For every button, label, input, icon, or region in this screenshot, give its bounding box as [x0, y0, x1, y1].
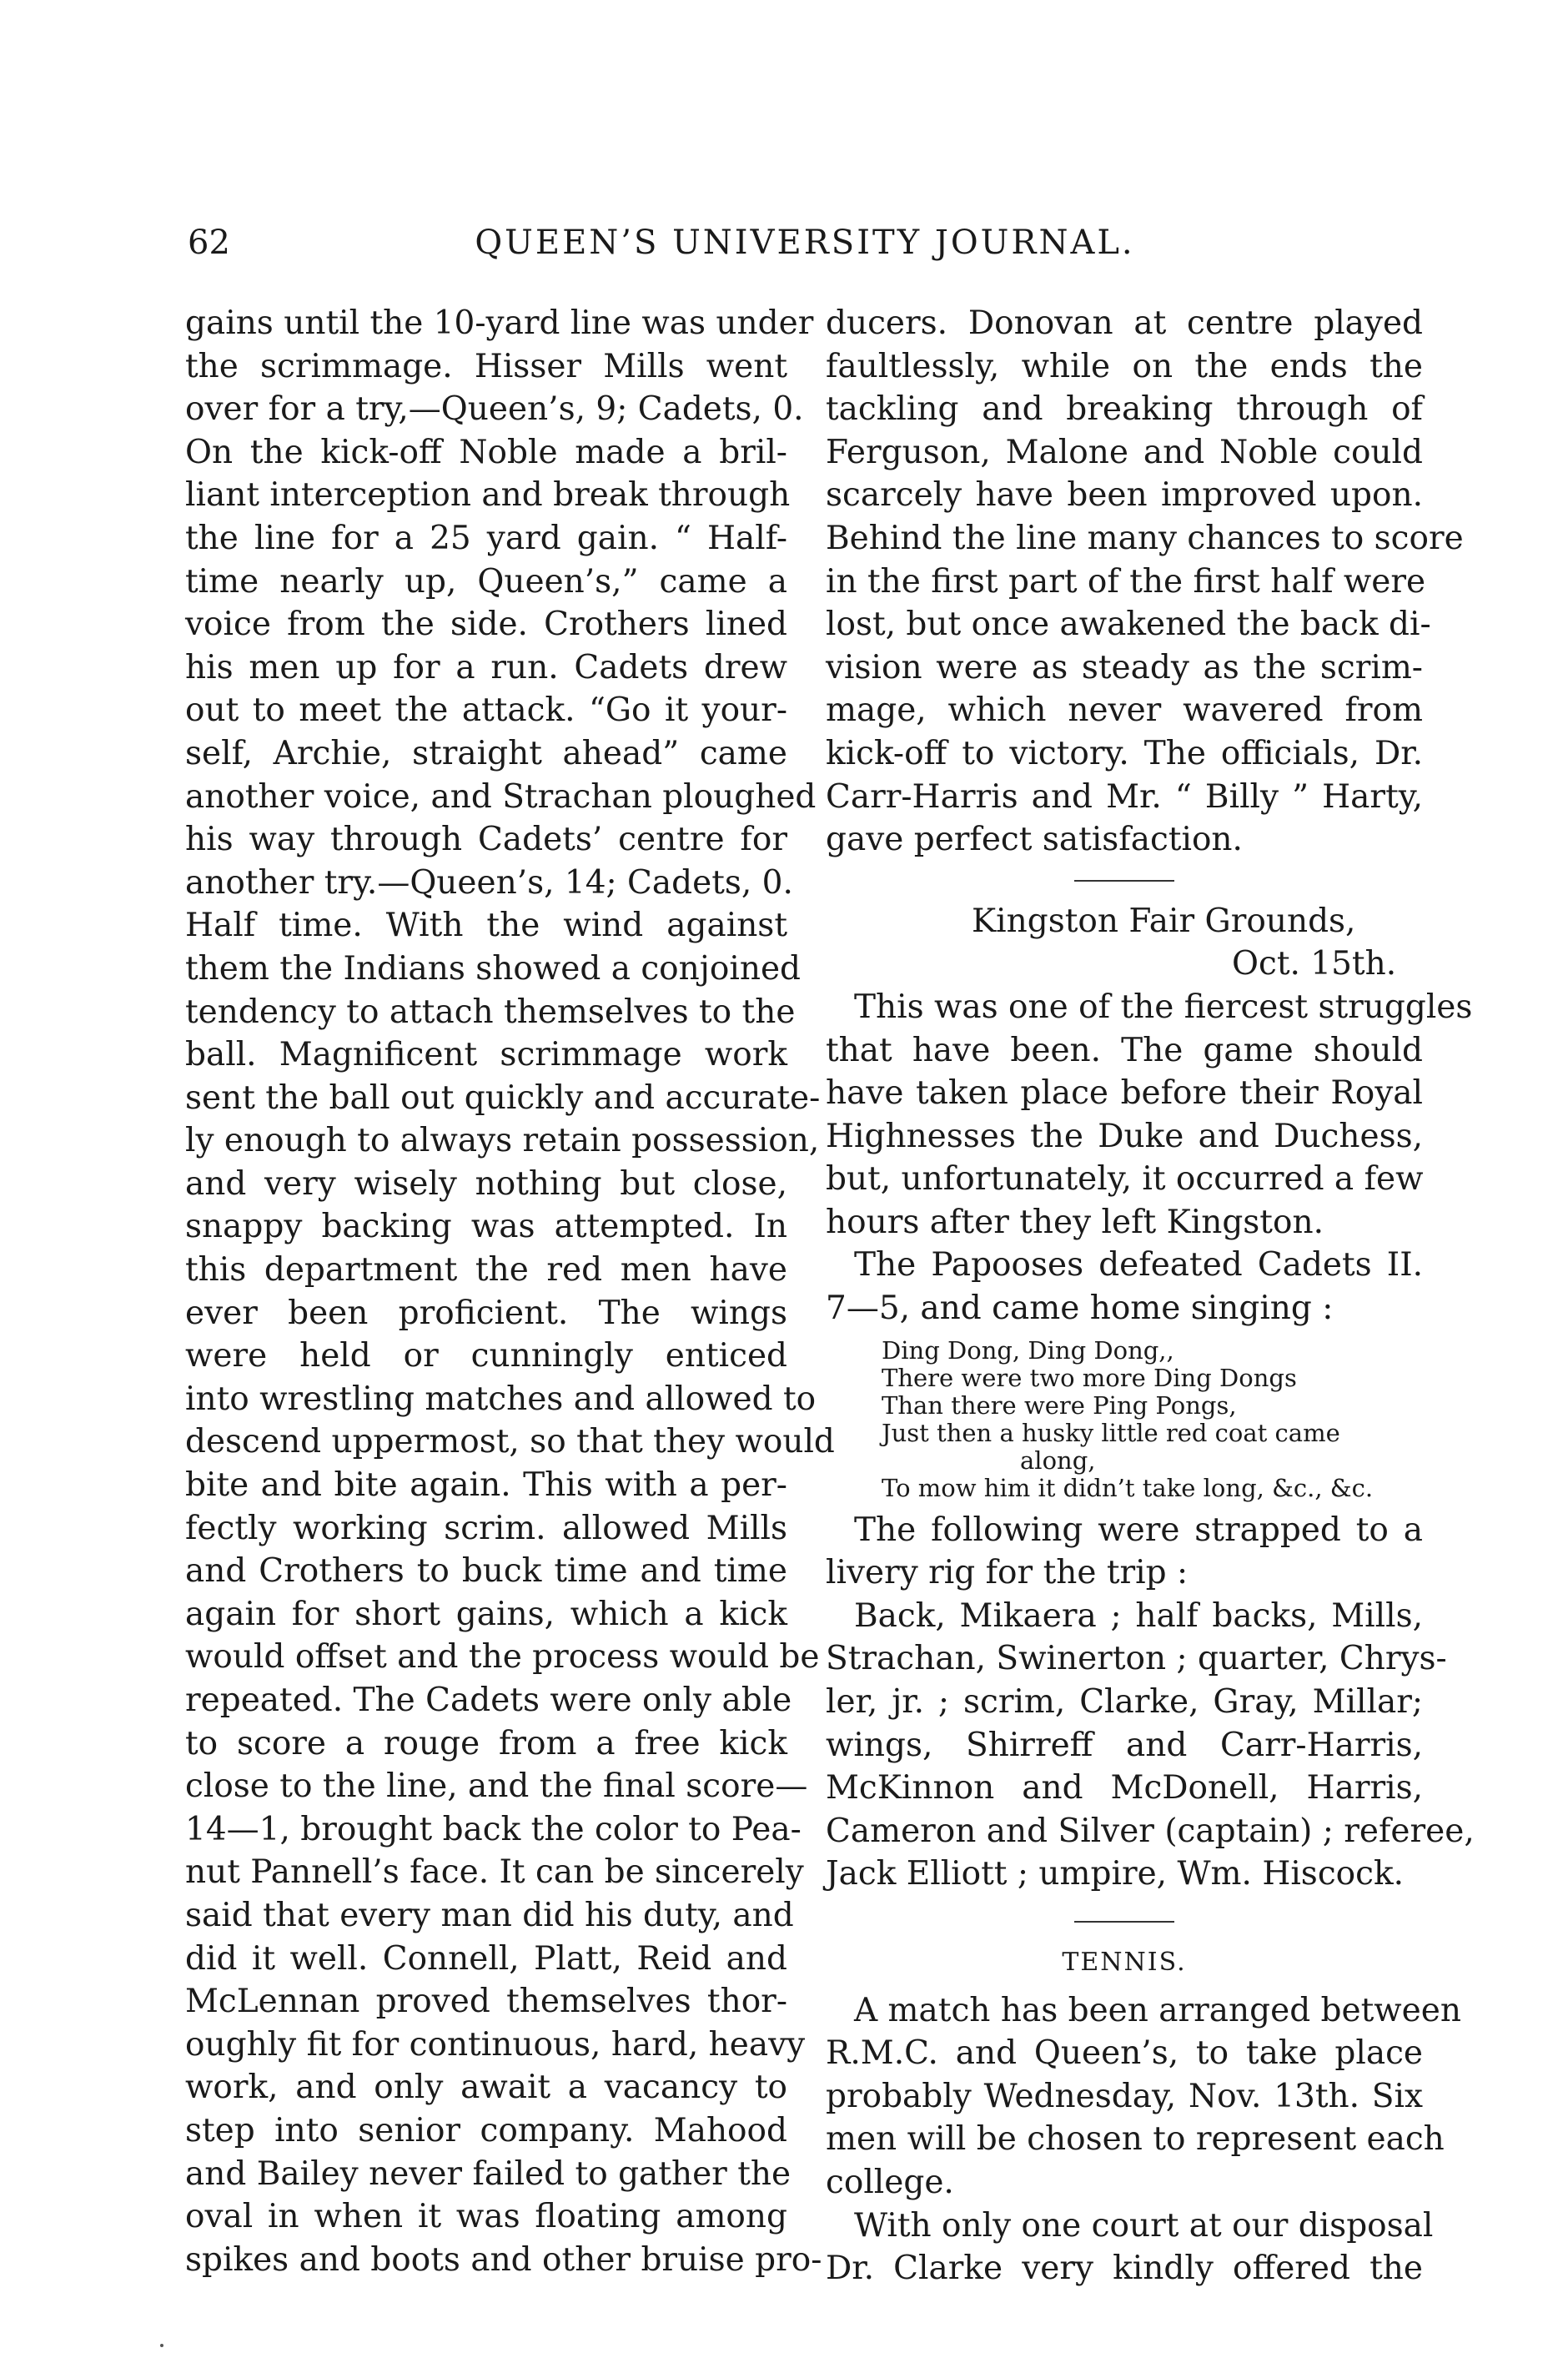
text-line: work, and only await a vacancy to	[185, 2069, 787, 2107]
text-line: bite and bite again. This with a per-	[185, 1466, 787, 1505]
right-para-7	[826, 2205, 1434, 2290]
text-line: nut Pannell’s face. It can be sincerely	[185, 1853, 804, 1892]
text-line: did it well. Connell, Platt, Reid and	[185, 1939, 787, 1978]
text-line: and Crothers to buck time and time	[185, 1552, 787, 1591]
text-line: the line for a 25 yard gain. “ Half-	[185, 519, 787, 557]
text-line: On the kick-off Noble made a bril-	[185, 433, 787, 471]
text-line: livery rig for the trip :	[826, 1554, 1189, 1592]
text-line: said that every man did his duty, and	[185, 1896, 794, 1934]
text-line: kick-off to victory. The officials, Dr.	[826, 734, 1423, 772]
text-line: probably Wednesday, Nov. 13th. Six	[826, 2077, 1423, 2115]
text-line: wings, Shirreff and Carr-Harris,	[826, 1726, 1423, 1764]
text-line: snappy backing was attempted. In	[185, 1208, 787, 1246]
page-header	[188, 224, 1422, 274]
text-line: time nearly up, Queen’s,” came a	[185, 562, 787, 601]
text-line: repeated. The Cadets were only able	[185, 1682, 792, 1719]
text-line: Cameron and Silver (captain) ; referee,	[826, 1812, 1475, 1850]
text-line: A match has been arranged between	[854, 1991, 1461, 2029]
text-line: fectly working scrim. allowed Mills	[185, 1509, 787, 1547]
text-line: over for a try,—Queen’s, 9; Cadets, 0.	[185, 390, 804, 429]
verse-line: along,	[1020, 1445, 1096, 1475]
text-line: McKinnon and McDonell, Harris,	[826, 1769, 1423, 1807]
speck-mark	[160, 2344, 163, 2347]
section-divider-2	[1074, 1921, 1174, 1923]
text-line: McLennan proved themselves thor-	[185, 1983, 787, 2021]
text-line: into wrestling matches and allowed to	[185, 1380, 817, 1418]
text-line: Jack Elliott ; umpire, Wm. Hiscock.	[826, 1855, 1405, 1893]
text-line: Ferguson, Malone and Noble could	[826, 433, 1423, 471]
text-line: mage, which never wavered from	[826, 691, 1423, 730]
text-line: lost, but once awakened the back di-	[826, 606, 1431, 644]
text-line: R.M.C. and Queen’s, to take place	[826, 2034, 1423, 2073]
text-line: The Papooses defeated Cadets II.	[854, 1246, 1423, 1285]
text-line: them the Indians showed a conjoined	[185, 949, 801, 988]
text-line: oughly fit for continuous, hard, heavy	[185, 2025, 806, 2064]
text-line: to score a rouge from a free kick	[185, 1724, 787, 1762]
section-divider	[1074, 880, 1174, 882]
text-line: were held or cunningly enticed	[185, 1337, 787, 1375]
page-number: 62	[188, 224, 230, 262]
text-line: close to the line, and the final score—	[185, 1767, 808, 1806]
text-line: the scrimmage. Hisser Mills went	[185, 347, 787, 385]
text-line: ly enough to always retain possession,	[185, 1122, 820, 1160]
text-line: in the first part of the first half were	[826, 562, 1426, 601]
tennis-heading: TENNIS.	[1062, 1948, 1187, 1977]
text-line: sent the ball out quickly and accurate-	[185, 1078, 821, 1117]
text-line: oval in when it was floating among	[185, 2198, 787, 2236]
text-line: tendency to attach themselves to the	[185, 993, 796, 1031]
text-line: again for short gains, which a kick	[185, 1595, 787, 1633]
verse-line: There were two more Ding Dongs	[882, 1363, 1297, 1392]
text-line: college.	[826, 2163, 954, 2201]
text-line: but, unfortunately, it occurred a few	[826, 1160, 1424, 1199]
text-line: faultlessly, while on the ends the	[826, 347, 1423, 385]
text-line: 7—5, and came home singing :	[826, 1290, 1334, 1328]
text-line: The following were strapped to a	[854, 1511, 1423, 1549]
text-line: Back, Mikaera ; half backs, Mills,	[854, 1596, 1423, 1635]
right-para-5	[826, 1595, 1475, 1896]
text-line: descend uppermost, so that they would	[185, 1423, 835, 1461]
text-line: another try.—Queen’s, 14; Cadets, 0.	[185, 863, 793, 902]
text-line: his way through Cadets’ centre for	[185, 821, 787, 859]
text-line: tackling and breaking through of	[826, 390, 1423, 429]
text-line: vision were as steady as the scrim-	[826, 648, 1423, 686]
journal-title: QUEEN’S UNIVERSITY JOURNAL.	[475, 224, 1135, 262]
song-verse	[882, 1337, 1423, 1502]
text-line: Carr-Harris and Mr. “ Billy ” Harty,	[826, 777, 1423, 816]
text-line: 14—1, brought back the color to Pea-	[185, 1810, 802, 1848]
text-line: Half time. With the wind against	[185, 907, 787, 945]
text-line: ball. Magnificent scrimmage work	[185, 1036, 787, 1074]
right-para-6	[826, 1989, 1461, 2205]
text-line: ducers. Donovan at centre played	[826, 304, 1423, 342]
right-para-1	[826, 302, 1464, 862]
text-line: have taken place before their Royal	[826, 1074, 1423, 1113]
verse-line: Ding Dong, Ding Dong,,	[882, 1335, 1174, 1365]
text-line: his men up for a run. Cadets drew	[185, 648, 787, 686]
text-line: Behind the line many chances to score	[826, 519, 1464, 557]
text-line: out to meet the attack. “Go it your-	[185, 691, 787, 730]
dateline-date: Oct. 15th.	[1232, 945, 1397, 983]
text-line: and Bailey never failed to gather the	[185, 2154, 792, 2193]
text-line: another voice, and Strachan ploughed	[185, 777, 817, 816]
text-line: This was one of the fiercest struggles	[854, 988, 1473, 1026]
text-line: spikes and boots and other bruise pro-	[185, 2240, 822, 2279]
text-line: Highnesses the Duke and Duchess,	[826, 1117, 1423, 1155]
text-line: step into senior company. Mahood	[185, 2111, 787, 2149]
text-line: With only one court at our disposal	[854, 2206, 1434, 2245]
text-line: this department the red men have	[185, 1251, 787, 1290]
text-line: Dr. Clarke very kindly offered the	[826, 2250, 1423, 2288]
text-line: and very wisely nothing but close,	[185, 1164, 787, 1203]
dateline-place: Kingston Fair Grounds,	[972, 902, 1356, 940]
right-para-3	[826, 1244, 1423, 1330]
text-line: that have been. The game should	[826, 1031, 1423, 1069]
right-para-2	[826, 986, 1473, 1244]
text-line: voice from the side. Crothers lined	[185, 606, 787, 644]
text-line: would offset and the process would be	[185, 1638, 820, 1677]
right-para-4	[826, 1509, 1423, 1595]
text-line: self, Archie, straight ahead” came	[185, 734, 787, 772]
verse-line: Than there were Ping Pongs,	[882, 1390, 1237, 1420]
text-line: Strachan, Swinerton ; quarter, Chrys-	[826, 1640, 1447, 1678]
text-line: gave perfect satisfaction.	[826, 821, 1243, 859]
text-line: ler, jr. ; scrim, Clarke, Gray, Millar;	[826, 1683, 1423, 1722]
verse-line: To mow him it didn’t take long, &c., &c.	[882, 1473, 1374, 1502]
right-column	[826, 302, 1475, 2290]
text-line: ever been proficient. The wings	[185, 1294, 787, 1332]
text-line: men will be chosen to represent each	[826, 2120, 1445, 2159]
verse-line: Just then a husky little red coat came	[882, 1418, 1340, 1447]
left-column	[185, 302, 835, 2281]
text-line: gains until the 10-yard line was under	[185, 304, 814, 342]
text-line: scarcely have been improved upon.	[826, 476, 1423, 515]
text-line: liant interception and break through	[185, 476, 791, 515]
text-line: hours after they left Kingston.	[826, 1203, 1324, 1241]
